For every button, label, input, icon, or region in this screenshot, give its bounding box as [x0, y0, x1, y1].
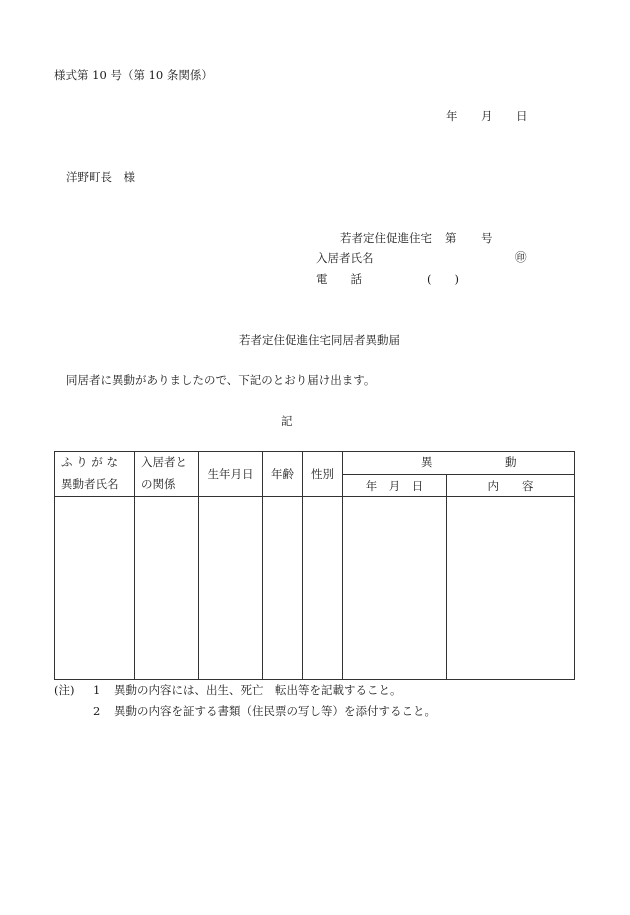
housing-label: 若者定住促進住宅 — [340, 231, 432, 245]
header-sex: 性別 — [303, 452, 343, 497]
header-relation-l1: 入居者と — [141, 455, 187, 469]
header-name — [55, 452, 135, 497]
cell-change-content[interactable] — [447, 496, 575, 679]
note-1-text: 異動の内容には、出生、死亡 転出等を記載すること。 — [114, 683, 402, 697]
seal-mark: ㊞ — [515, 250, 527, 264]
cell-name[interactable] — [55, 496, 135, 679]
form-number: 様式第 10 号（第 10 条関係） — [54, 68, 213, 82]
subheader-content: 内 容 — [447, 475, 575, 496]
header-relation — [135, 452, 199, 497]
subheader-date: 年 月 日 — [343, 475, 447, 496]
cell-sex[interactable] — [303, 496, 343, 679]
housing-dai: 第 — [445, 231, 457, 245]
note-2-number: 2 — [93, 704, 101, 718]
note-1-number: 1 — [93, 683, 101, 697]
ki-heading: 記 — [281, 414, 293, 428]
cell-change-date[interactable] — [343, 496, 447, 679]
housing-go: 号 — [481, 231, 493, 245]
cell-relation[interactable] — [135, 496, 199, 679]
phone-label: 電 話 — [316, 272, 362, 286]
header-name-label: 異動者氏名 — [61, 476, 119, 491]
header-change — [343, 452, 575, 475]
date-year: 年 — [446, 109, 458, 123]
header-name-furigana: ふ り が な — [61, 455, 118, 469]
note-2-text: 異動の内容を証する書類（住民票の写し等）を添付すること。 — [114, 704, 436, 718]
note-prefix: (注) — [54, 683, 75, 697]
header-change-do: 動 — [505, 455, 517, 469]
cell-age[interactable] — [263, 496, 303, 679]
header-change-i: 異 — [421, 455, 433, 469]
header-age: 年齢 — [263, 452, 303, 497]
header-birthdate: 生年月日 — [199, 452, 263, 497]
header-row — [55, 452, 575, 475]
body-text: 同居者に異動がありましたので、下記のとおり届け出ます。 — [66, 373, 376, 387]
cell-birthdate[interactable] — [199, 496, 263, 679]
change-record-table — [54, 451, 575, 680]
header-relation-l2: の関係 — [141, 476, 176, 491]
resident-name-label: 入居者氏名 — [316, 251, 374, 265]
addressee: 洋野町長 様 — [66, 170, 135, 184]
phone-paren: ( ) — [427, 272, 459, 286]
date-month: 月 — [481, 109, 493, 123]
document-title: 若者定住促進住宅同居者異動届 — [239, 333, 400, 347]
date-day: 日 — [516, 109, 528, 123]
entry-row — [55, 496, 575, 679]
